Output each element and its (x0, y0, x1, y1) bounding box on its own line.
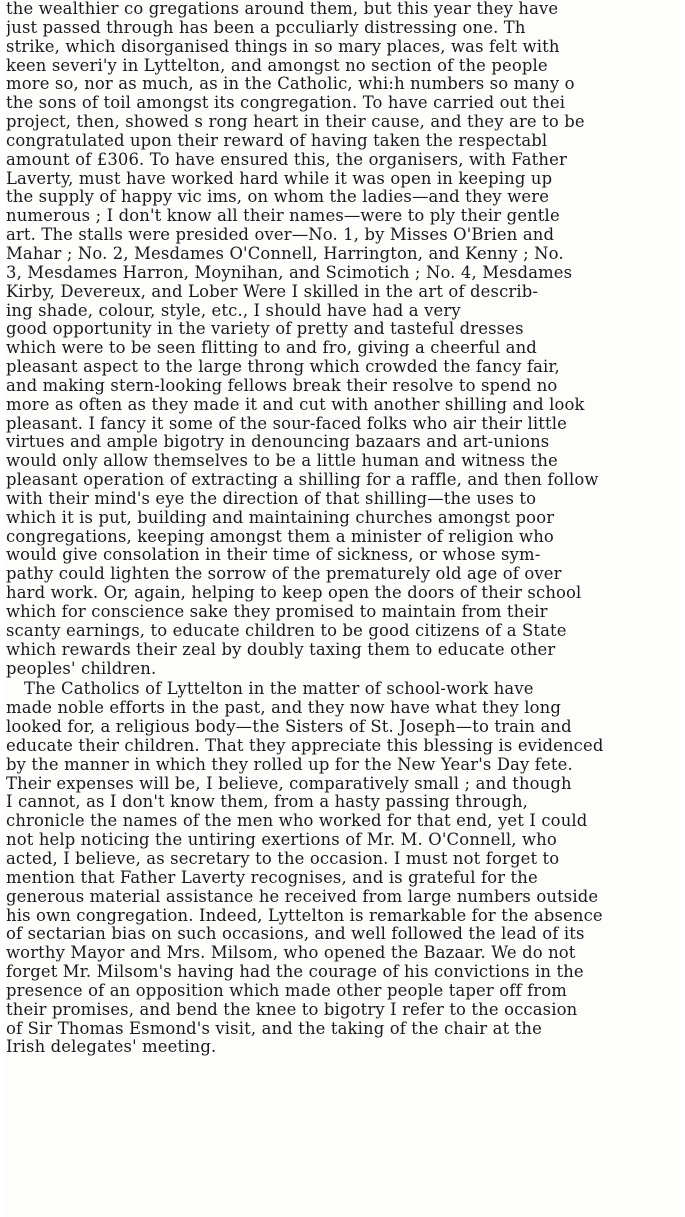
text-line: the wealthier co gregations around them, but this year they have (6, 0, 559, 18)
text-line: by the manner in which they rolled up for the New Year's Day fete. (6, 755, 573, 774)
text-line: peoples' children. (6, 659, 157, 678)
text-line: The Catholics of Lyttelton in the matter of school-work have (24, 680, 534, 699)
text-line: forget Mr. Milsom's having had the courage of his convictions in the (6, 963, 584, 982)
text-line: keen severi'y in Lyttelton, and amongst no section of the people (6, 56, 548, 75)
text-line: mention that Father Laverty recognises, and is grateful for the (6, 868, 538, 887)
text-line: pleasant operation of extracting a shilling for a raffle, and then follow (6, 471, 599, 490)
text-line: numerous ; I don't know all their names—were to ply their gentle (6, 207, 560, 226)
text-line: scanty earnings, to educate children to be good citizens of a State (6, 621, 567, 640)
text-line: the supply of happy vic ims, on whom the ladies—and they were (6, 188, 550, 207)
text-line: Mahar ; No. 2, Mesdames O'Connell, Harrington, and Kenny ; No. (6, 244, 564, 263)
article-paragraph-1 (6, 0, 680, 678)
newspaper-clipping (6, 0, 680, 1217)
text-line: educate their children. That they appreciate this blessing is evidenced (6, 736, 604, 755)
text-line: the sons of toil amongst its congregation. To have carried out thei (6, 94, 566, 113)
text-line: his own congregation. Indeed, Lyttelton is remarkable for the absence (6, 906, 603, 925)
text-line: amount of £306. To have ensured this, the organisers, with Father (6, 150, 567, 169)
text-line: hard work. Or, again, helping to keep open the doors of their school (6, 584, 582, 603)
text-line: which were to be seen flitting to and fro, giving a cheerful and (6, 339, 537, 358)
text-line: worthy Mayor and Mrs. Milsom, who opened the Bazaar. We do not (6, 944, 576, 963)
text-line: and making stern-looking fellows break their resolve to spend no (6, 376, 558, 395)
text-line: looked for, a religious body—the Sisters of St. Joseph—to train and (6, 718, 572, 737)
text-line: would only allow themselves to be a little human and witness the (6, 452, 558, 471)
text-line: acted, I believe, as secretary to the occasion. I must not forget to (6, 849, 560, 868)
text-line: pathy could lighten the sorrow of the prematurely old age of over (6, 565, 562, 584)
text-line: not help noticing the untiring exertions of Mr. M. O'Connell, who (6, 831, 557, 850)
text-line: just passed through has been a pcculiarly distressing one. Th (6, 18, 526, 37)
text-line: strike, which disorganised things in so mary places, was felt with (6, 37, 560, 56)
text-line: would give consolation in their time of sickness, or whose sym- (6, 546, 541, 565)
text-line: congratulated upon their reward of having taken the respectabl (6, 131, 548, 150)
text-line: ing shade, colour, style, etc., I should have had a very (6, 301, 461, 320)
text-line: with their mind's eye the direction of that shilling—the uses to (6, 489, 537, 508)
text-line: I cannot, as I don't know them, from a hasty passing through, (6, 793, 529, 812)
text-line: virtues and ample bigotry in denouncing bazaars and art-unions (6, 433, 550, 452)
text-line: Irish delegates' meeting. (6, 1038, 217, 1057)
text-line: made noble efforts in the past, and they now have what they long (6, 699, 562, 718)
article-paragraph-2 (6, 680, 680, 1057)
text-line: which rewards their zeal by doubly taxing them to educate other (6, 640, 556, 659)
text-line: pleasant aspect to the large throng which crowded the fancy fair, (6, 358, 560, 377)
text-line: their promises, and bend the knee to bigotry I refer to the occasion (6, 1000, 578, 1019)
text-line: art. The stalls were presided over—No. 1, by Misses O'Brien and (6, 226, 555, 245)
text-line: Kirby, Devereux, and Lober Were I skilled in the art of describ- (6, 282, 539, 301)
text-line: which it is put, building and maintaining churches amongst poor (6, 508, 555, 527)
text-line: chronicle the names of the men who worked for that end, yet I could (6, 812, 588, 831)
text-line: Laverty, must have worked hard while it was open in keeping up (6, 169, 553, 188)
text-line: good opportunity in the variety of pretty and tasteful dresses (6, 320, 524, 339)
text-line: more as often as they made it and cut with another shilling and look (6, 395, 585, 414)
text-line: congregations, keeping amongst them a minister of religion who (6, 527, 554, 546)
text-line: of sectarian bias on such occasions, and well followed the lead of its (6, 925, 585, 944)
text-line: 3, Mesdames Harron, Moynihan, and Scimotich ; No. 4, Mesdames (6, 263, 573, 282)
text-line: presence of an opposition which made other people taper off from (6, 981, 567, 1000)
text-line: more so, nor as much, as in the Catholic, whi:h numbers so many o (6, 75, 575, 94)
text-line: generous material assistance he received from large numbers outside (6, 887, 599, 906)
text-line: of Sir Thomas Esmond's visit, and the taking of the chair at the (6, 1019, 542, 1038)
text-line: pleasant. I fancy it some of the sour-faced folks who air their little (6, 414, 567, 433)
text-line: project, then, showed s rong heart in their cause, and they are to be (6, 113, 585, 132)
text-line: Their expenses will be, I believe, comparatively small ; and though (6, 774, 572, 793)
text-line: which for conscience sake they promised to maintain from their (6, 603, 548, 621)
